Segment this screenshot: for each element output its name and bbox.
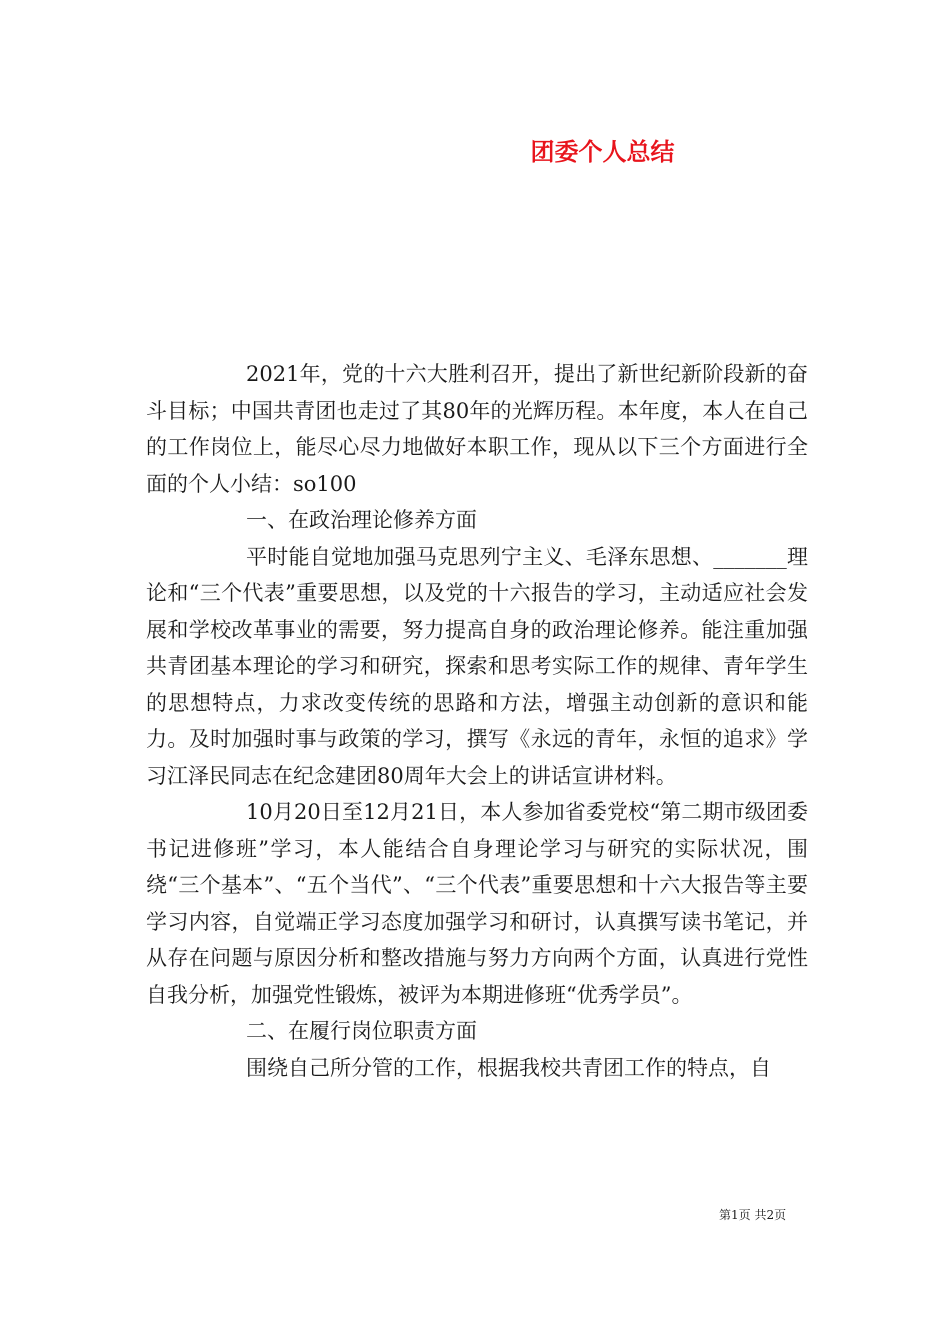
paragraph-party-school: 10月20日至12月21日，本人参加省委党校“第二期市级团委书记进修班”学习，本人能结合自身理论学习与研究的实际状况，围绕“三个基本”、“五个当代”、“三个代表”重要思想和十六大报告等主要学习内容，自觉端正学习态度加强学习和研讨，认真撰写读书笔记，并从存在问题与原因分析和整改措施与努力方向两个方面，认真进行党性自我分析，加强党性锻炼，被评为本期进修班“优秀学员”。	[146, 800, 808, 1007]
section-heading-duties: 二、在履行岗位职责方面	[246, 1019, 477, 1043]
paragraph-duties: 围绕自己所分管的工作，根据我校共青团工作的特点，自	[246, 1055, 771, 1080]
document-title: 团委个人总结	[530, 138, 675, 166]
page-number-footer: 第1页 共2页	[719, 1208, 787, 1222]
paragraph-political-study: 平时能自觉地加强马克思列宁主义、毛泽东思想、_______理论和“三个代表”重要思想，以及党的十六报告的学习，主动适应社会发展和学校改革事业的需要，努力提高自身的政治理论修养。能注重加强共青团基本理论的学习和研究，探索和思考实际工作的规律、青年学生的思想特点，力求改变传统的思路和方法，增强主动创新的意识和能力。及时加强时事与政策的学习，撰写《永远的青年，永恒的追求》学习江泽民同志在纪念建团80周年大会上的讲话宣讲材料。	[146, 544, 808, 788]
paragraph-intro: 2021年，党的十六大胜利召开，提出了新世纪新阶段新的奋斗目标；中国共青团也走过了其80年的光辉历程。本年度，本人在自己的工作岗位上，能尽心尽力地做好本职工作，现从以下三个方面进行全面的个人小结：so100	[146, 362, 808, 496]
document-body	[146, 356, 808, 1086]
section-heading-political: 一、在政治理论修养方面	[246, 508, 477, 532]
